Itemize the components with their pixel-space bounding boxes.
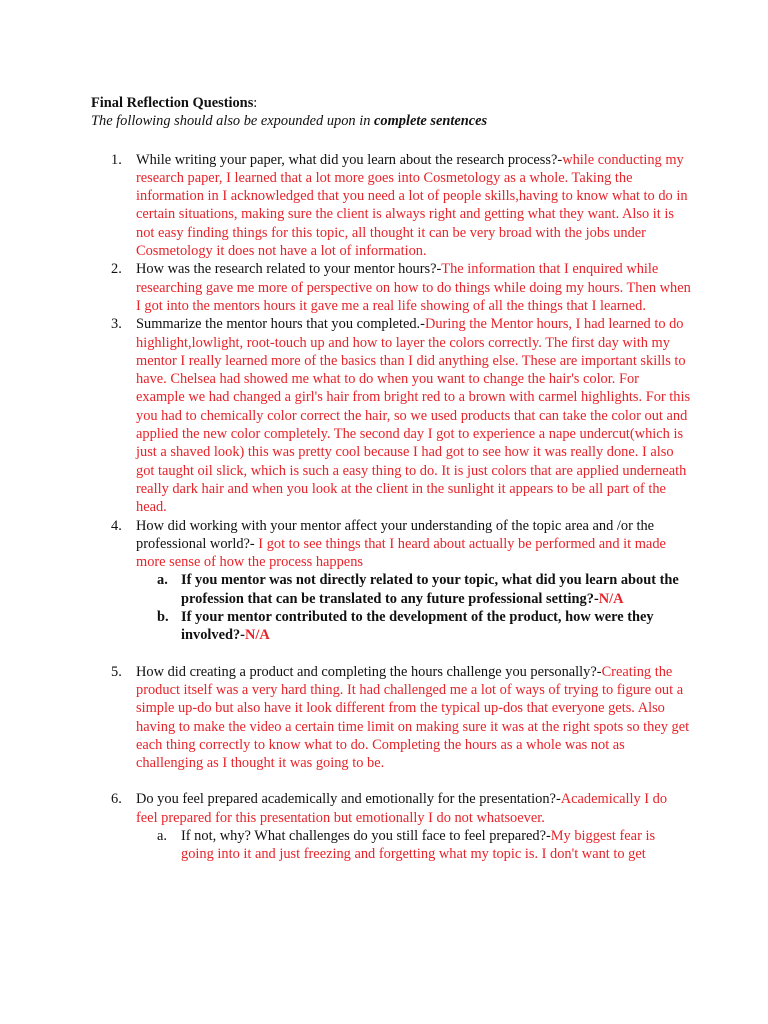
sub-question-letter: a. xyxy=(157,827,167,844)
answer-text: while conducting my research paper, I learned that a lot more goes into Cosmetology as a whole. Taking the information in I acknowledged that you need a lot of people skills,having to know what to do in certain situations, making sure the client is always right and getting what they want. Also it is not easy finding things for this topic, all thought it can be very broad with the jobs under Cosmetology it does not have a lot of information. xyxy=(136,151,688,260)
sub-question-item-a xyxy=(136,827,691,864)
sub-question-text: If you mentor was not directly related to your topic, what did you learn about the profession that can be translated to any future professional setting?- xyxy=(181,572,679,607)
question-item-3 xyxy=(91,315,691,516)
question-text: How was the research related to your mentor hours?- xyxy=(136,261,442,278)
question-item-5 xyxy=(91,663,691,773)
answer-text: Academically I do feel prepared for this presentation but emotionally I do not whatsoever. xyxy=(136,791,668,826)
question-item-4 xyxy=(91,517,691,645)
answer-text: During the Mentor hours, I had learned to do highlight,lowlight, root-touch up and how to layer the colors correctly. The first day with my mentor I really learned more of the basics than I did anything else. These are important skills to have. Chelsea had showed me what to do when you want to change the hair's color. For example we had changed a girl's hair from bright red to a brown with carmel highlights. For this you had to chemically color correct the hair, so we used products that can take the color out and applied the new color completely. The second day I got to experience a nape undercut(which is just a shaved look) this was pretty cool because I had got to see how it was really done. I also got taught oil slick, which is such a easy thing to do. It is just colors that are applied underneath really dark hair and when you look at the client in the sunlight it appears to be all part of the head. xyxy=(136,316,691,516)
question-text: While writing your paper, what did you learn about the research process?- xyxy=(136,151,563,168)
document-subtitle: The following should also be expounded upon in complete sentences xyxy=(91,113,488,130)
sub-question-text: If not, why? What challenges do you still face to feel prepared?- xyxy=(181,827,551,844)
question-text: How did creating a product and completing the hours challenge you personally?- xyxy=(136,663,602,680)
question-number: 6. xyxy=(111,791,122,808)
sub-question-item-a xyxy=(136,571,691,608)
question-number: 4. xyxy=(111,517,122,534)
sub-answer-text: My biggest fear is going into it and just freezing and forgetting what my topic is. I don't want to get xyxy=(181,827,656,863)
sub-question-list xyxy=(136,571,691,644)
sub-question-item-b xyxy=(136,608,691,645)
sub-answer-text: N/A xyxy=(598,590,624,607)
question-number: 2. xyxy=(111,261,122,278)
question-text: Do you feel prepared academically and emotionally for the presentation?- xyxy=(136,791,561,808)
sub-question-letter: a. xyxy=(157,572,168,589)
sub-question-list xyxy=(136,827,691,864)
document-title: Final Reflection Questions: xyxy=(91,95,258,111)
question-item-1 xyxy=(91,151,691,261)
sub-answer-text: N/A xyxy=(244,627,270,644)
question-number: 5. xyxy=(111,663,122,680)
question-number: 3. xyxy=(111,316,122,333)
question-text: How did working with your mentor affect your understanding of the topic area and /or the professional world?- xyxy=(136,517,655,552)
question-number: 1. xyxy=(111,151,122,168)
question-item-2 xyxy=(91,260,691,315)
answer-text: Creating the product itself was a very hard thing. It had challenged me a lot of ways of trying to figure out a simple up-do but also have it look different from the typical up-dos that everyone gets. Also having to make the video a certain time limit on making sure it was at the right spots so they get each thing correctly to know what to do. Completing the hours as a whole was not as challenging as I thought it was going to be. xyxy=(136,663,690,772)
question-text: Summarize the mentor hours that you completed.- xyxy=(136,316,425,333)
sub-question-letter: b. xyxy=(157,609,169,626)
answer-text: I got to see things that I heard about actually be performed and it made more sense of how the process happens xyxy=(136,535,666,571)
question-list xyxy=(91,151,691,864)
document-body xyxy=(91,94,691,864)
sub-question-text: If your mentor contributed to the development of the product, how were they involved?- xyxy=(181,609,654,644)
question-item-6 xyxy=(91,790,691,863)
answer-text: The information that I enquired while researching gave me more of perspective on how to do things while doing my hours. Then when I got into the mentors hours it gave me a real life showing of all the things that I learned. xyxy=(136,261,691,314)
